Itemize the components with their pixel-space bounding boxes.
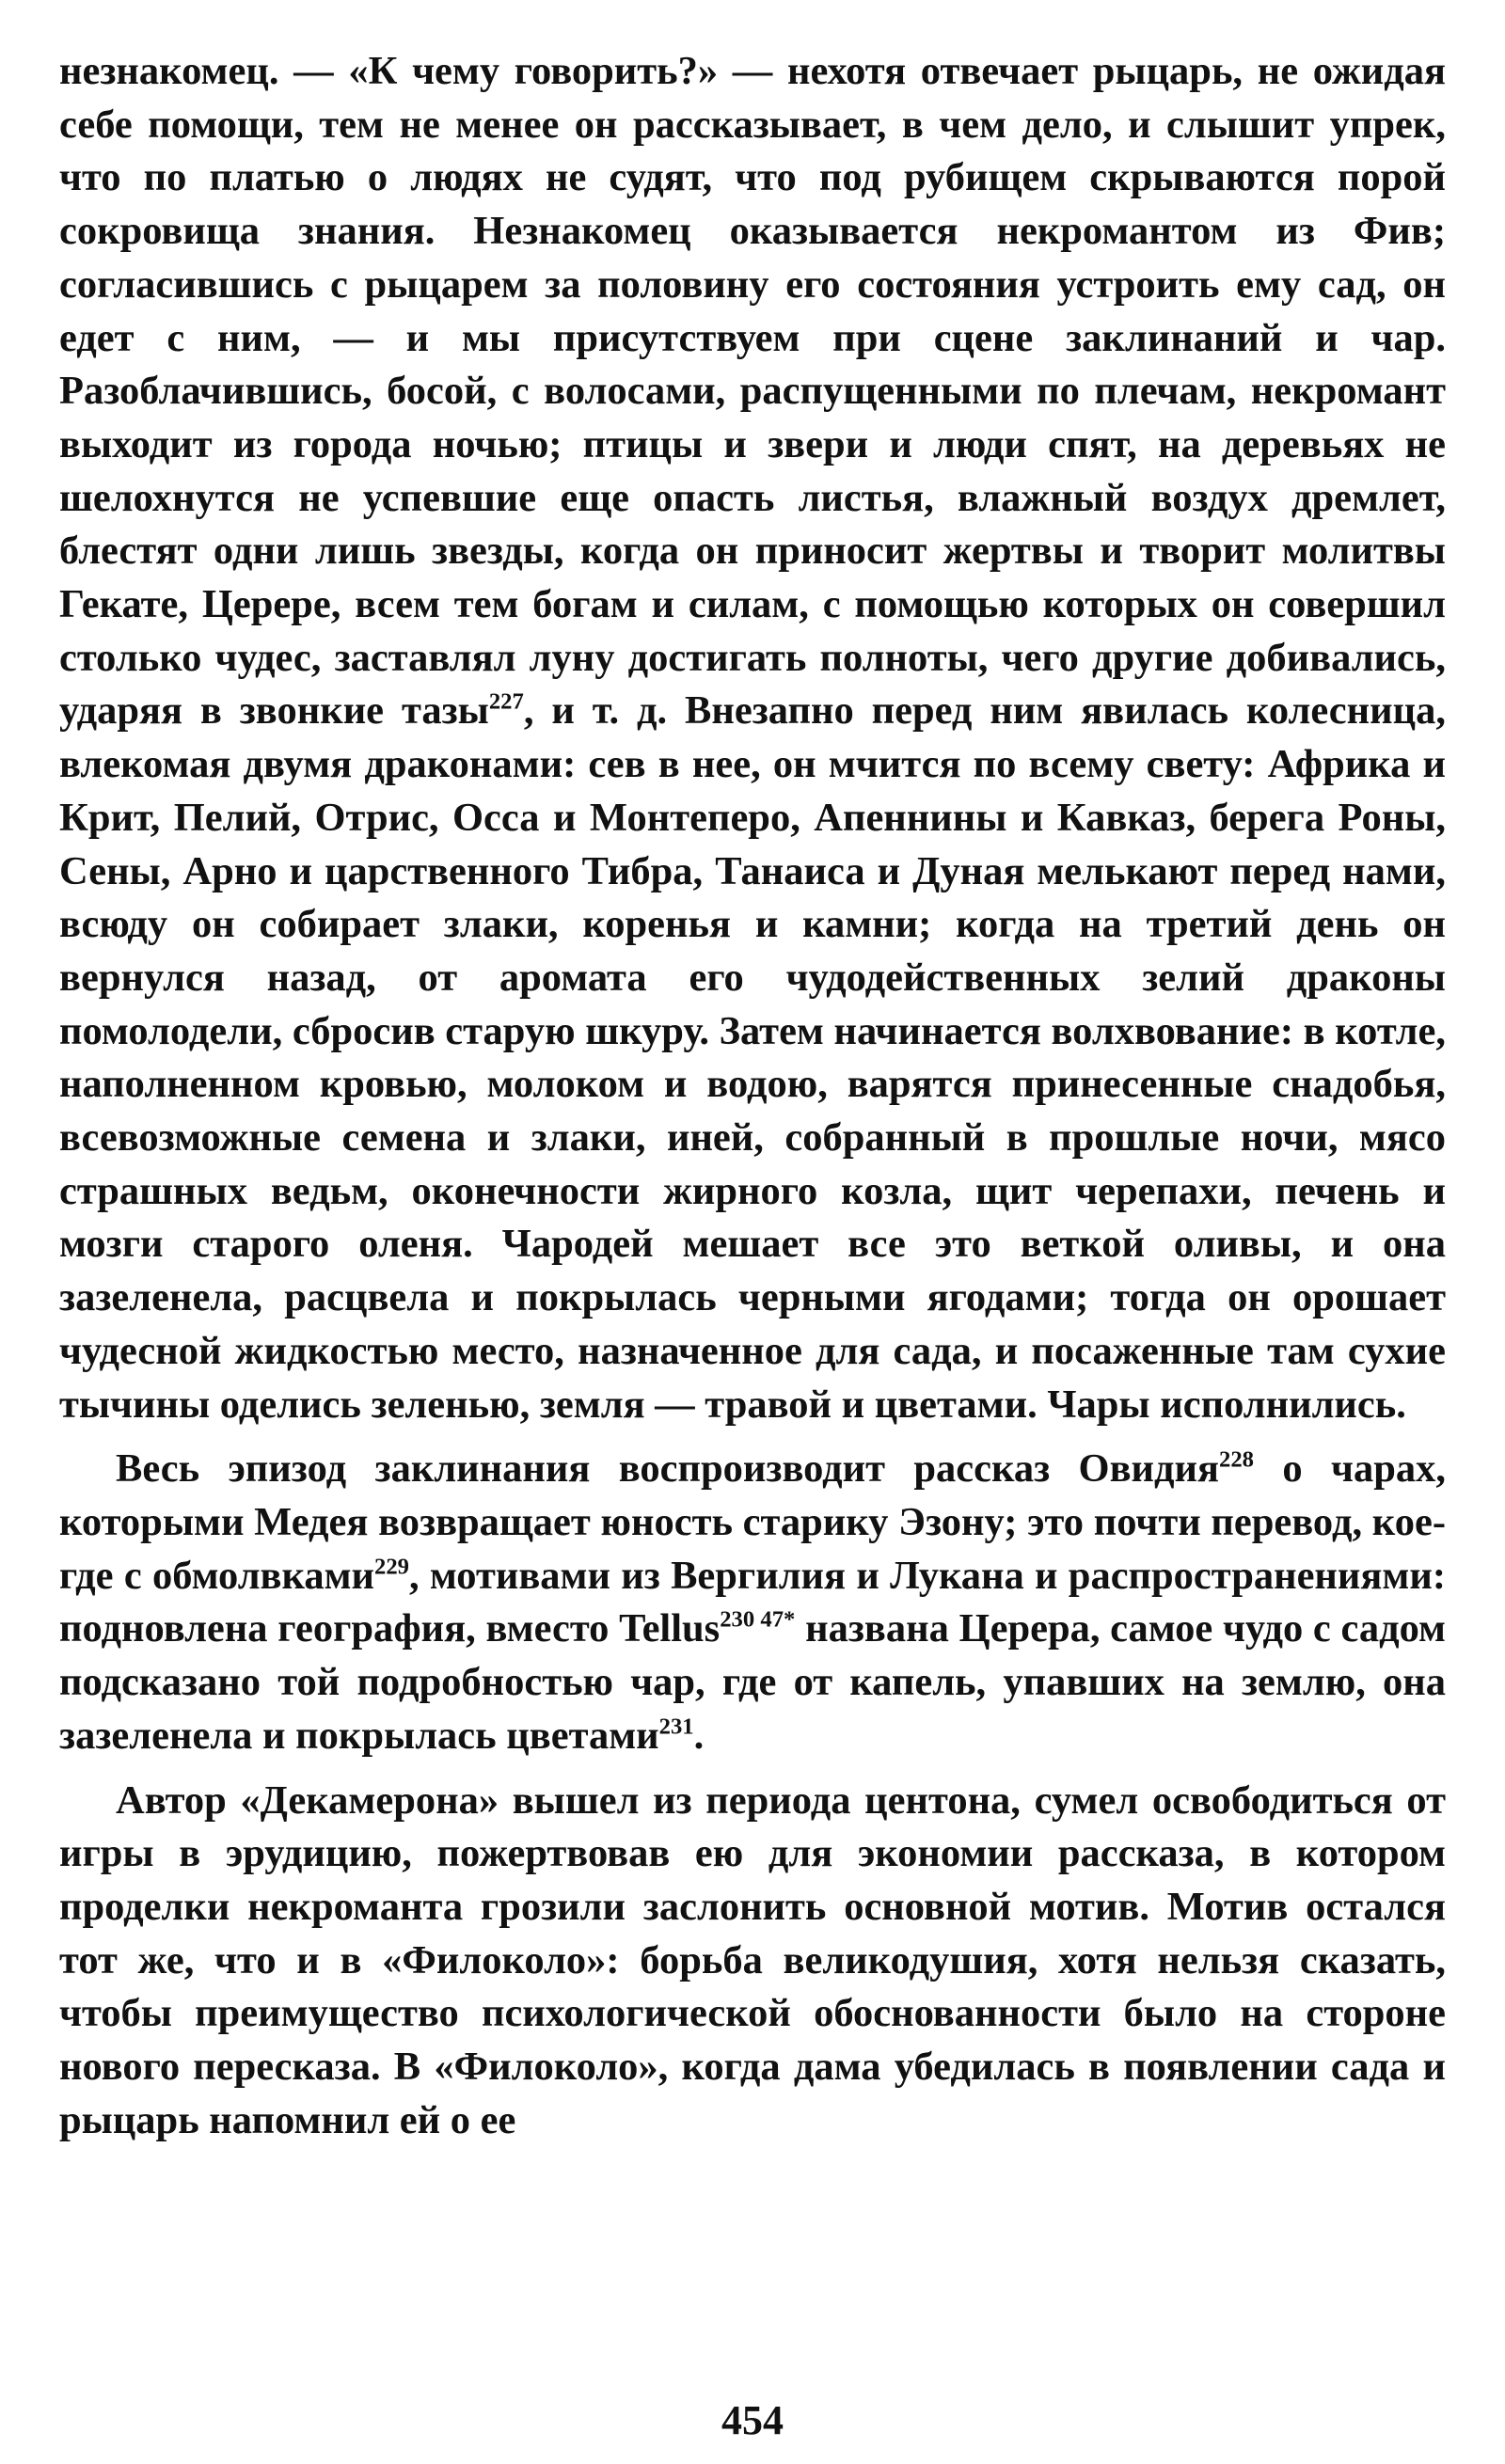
- footnote-ref-230: 230 47*: [720, 1607, 796, 1634]
- footnote-ref-228: 228: [1219, 1447, 1254, 1473]
- footnote-ref-229: 229: [374, 1554, 409, 1580]
- paragraph-1-text-2: , и т. д. Внезапно перед ним явилась колесница, влекомая двумя драконами: сев в нее, он мчится по всему свету: Африка и Крит, Пелий, Отрис, Осса и Монтеперо, Апеннины и Кавказ, берега Роны, Сены, Арно и царственного Тибра, Танаиса и Дуная мелькают перед нами, всюду он собирает злаки, коренья и камни; когда на третий день он вернулся назад, от аромата его чудодейственных зелий драконы помолодели, сбросив старую шкуру. Затем начинается волхвование: в котле, наполненном кровью, молоком и водою, варятся принесенные снадобья, всевозможные семена и злаки, иней, собранный в прошлые ночи, мясо страшных ведьм, оконечности жирного козла, щит черепахи, печень и мозги старого оленя. Чародей мешает все это веткой оливы, и она зазеленела, расцвела и покрылась черными ягодами; тогда он орошает чудесной жидкостью место, назначенное для сада, и посаженные там сухие тычины оделись зеленью, земля — травой и цветами. Чары исполнились.: [59, 688, 1446, 1427]
- page-body: [59, 45, 1446, 2158]
- footnote-ref-231: 231: [658, 1714, 694, 1740]
- paragraph-3-text-1: Автор «Декамерона» вышел из периода центона, сумел освободиться от игры в эрудицию, пожертвовав ею для экономии рассказа, в котором проделки некроманта грозили заслонить основной мотив. Мотив остался тот же, что и в «Филоколо»: борьба великодушия, хотя нельзя сказать, чтобы преимущество психологической обоснованности было на стороне нового пересказа. В «Филоколо», когда дама убедилась в появлении сада и рыцарь напомнил ей о ее: [59, 1777, 1446, 2142]
- paragraph-2-text-3: , мотивами из Вергилия и Лукана и распространениями: подновлена география, вместо Tellus: [59, 1553, 1446, 1651]
- paragraph-3: [59, 1775, 1446, 2148]
- paragraph-2: [59, 1443, 1446, 1762]
- page-number: 454: [721, 2397, 784, 2443]
- paragraph-2-text-4: названа Церера, самое чудо с садом подсказано той подробностью чар, где от капель, упавших на землю, она зазеленела и покрылась цветами: [59, 1606, 1447, 1758]
- paragraph-1: [59, 45, 1446, 1431]
- paragraph-2-text-1: Весь эпизод заклинания воспроизводит рассказ Овидия: [116, 1446, 1220, 1492]
- paragraph-1-text-1: незнакомец. — «К чему говорить?» — нехотя отвечает рыцарь, не ожидая себе помощи, тем не менее он рассказывает, в чем дело, и слышит упрек, что по платью о людях не судят, что под рубищем скрываются порой сокровища знания. Незнакомец оказывается некромантом из Фив; согласившись с рыцарем за половину его состояния устроить ему сад, он едет с ним, — и мы присутствуем при сцене заклинаний и чар. Разоблачившись, босой, с волосами, распущенными по плечам, некромант выходит из города ночью; птицы и звери и люди спят, на деревьях не шелохнутся не успевшие еще опасть листья, влажный воздух дремлет, блестят одни лишь звезды, когда он приносит жертвы и творит молитвы Гекате, Церере, всем тем богам и силам, с помощью которых он совершил столько чудес, заставлял луну достигать полноты, чего другие добивались, ударяя в звонкие тазы: [59, 49, 1446, 734]
- paragraph-2-text-2: о чарах, которыми Медея возвращает юность старику Эзону; это почти перевод, кое-где с обмолвками: [59, 1446, 1446, 1598]
- paragraph-2-text-5: .: [693, 1713, 705, 1758]
- footnote-ref-227: 227: [488, 689, 524, 716]
